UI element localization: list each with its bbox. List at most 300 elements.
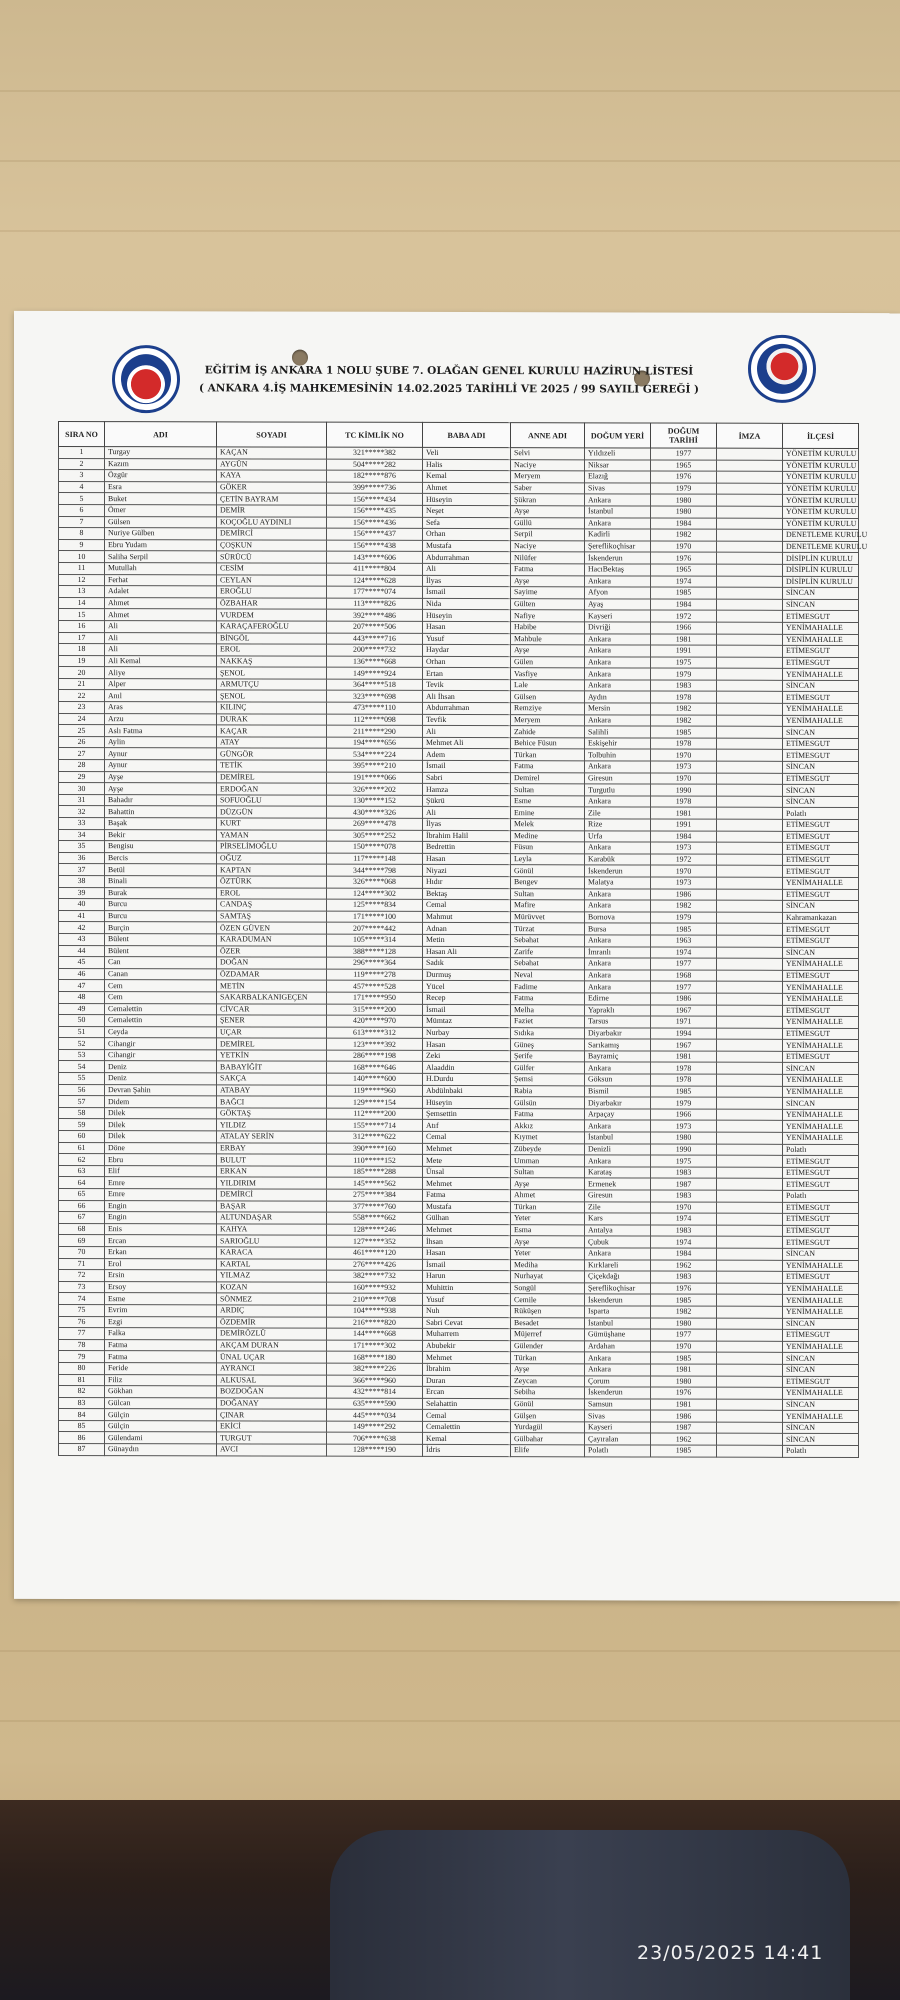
cell-baba-adi: Hüseyin: [423, 494, 511, 506]
cell-tc: 558*****662: [327, 1212, 423, 1224]
cell-tc: 160*****932: [327, 1282, 423, 1294]
cell-adi: Engin: [105, 1200, 217, 1212]
cell-dogum-tarihi: 1973: [651, 877, 717, 889]
cell-tc: 382*****732: [327, 1270, 423, 1282]
cell-sira-no: 71: [59, 1258, 105, 1270]
cell-adi: Ali Kemal: [105, 655, 217, 667]
cell-sira-no: 23: [59, 702, 105, 714]
cell-anne-adi: Gülender: [511, 1340, 585, 1352]
cell-sira-no: 83: [59, 1397, 105, 1409]
cell-adi: Burak: [105, 887, 217, 899]
cell-dogum-tarihi: 1976: [651, 471, 717, 483]
cell-imza: [717, 1051, 783, 1063]
cell-baba-adi: İbrahim: [423, 1363, 511, 1375]
cell-adi: Erkan: [105, 1247, 217, 1259]
cell-soyadi: SÜRÜCÜ: [217, 551, 327, 563]
cell-dogum-tarihi: 1977: [651, 958, 717, 970]
cell-dogum-yeri: Ankara: [585, 981, 651, 993]
cell-ilcesi: ETİMESGUT: [783, 866, 859, 878]
cell-soyadi: OĞUZ: [217, 853, 327, 865]
cell-soyadi: CEYLAN: [217, 574, 327, 586]
cell-anne-adi: Fatma: [511, 564, 585, 576]
cell-ilcesi: ETİMESGUT: [783, 773, 859, 785]
cell-adi: Cemalettin: [105, 1003, 217, 1015]
cell-adi: Enis: [105, 1223, 217, 1235]
cell-sira-no: 50: [59, 1015, 105, 1027]
cell-anne-adi: Gülbahar: [511, 1433, 585, 1445]
wood-grain: [0, 160, 900, 162]
cell-dogum-tarihi: 1978: [651, 796, 717, 808]
cell-dogum-tarihi: 1984: [651, 518, 717, 530]
cell-dogum-tarihi: 1978: [651, 1074, 717, 1086]
cell-anne-adi: Gönül: [511, 1398, 585, 1410]
cell-dogum-yeri: Giresun: [585, 772, 651, 784]
cell-dogum-yeri: İskenderun: [585, 865, 651, 877]
cell-dogum-tarihi: 1990: [651, 784, 717, 796]
cell-soyadi: ATAY: [217, 737, 327, 749]
cell-soyadi: DÜZGÜN: [217, 806, 327, 818]
cell-anne-adi: Şemsi: [511, 1074, 585, 1086]
cell-adi: Ferhat: [105, 574, 217, 586]
cell-tc: 119*****960: [327, 1085, 423, 1097]
cell-anne-adi: Güllü: [511, 517, 585, 529]
cell-dogum-yeri: Ankara: [585, 633, 651, 645]
cell-baba-adi: Recep: [423, 992, 511, 1004]
cell-sira-no: 65: [59, 1188, 105, 1200]
cell-dogum-yeri: Bursa: [585, 923, 651, 935]
cell-soyadi: YETKİN: [217, 1050, 327, 1062]
cell-imza: [717, 1109, 783, 1121]
cell-imza: [717, 1399, 783, 1411]
cell-dogum-tarihi: 1980: [651, 1376, 717, 1388]
cell-baba-adi: Hasan: [423, 1039, 511, 1051]
cell-ilcesi: YENİMAHALLE: [783, 634, 859, 646]
cell-anne-adi: Kıymet: [511, 1132, 585, 1144]
cell-dogum-tarihi: 1973: [651, 842, 717, 854]
cell-tc: 185*****288: [327, 1166, 423, 1178]
cell-ilcesi: YENİMAHALLE: [783, 1132, 859, 1144]
cell-baba-adi: Yücel: [423, 981, 511, 993]
cell-soyadi: SAKARBALKANIGEÇEN: [217, 992, 327, 1004]
cell-imza: [717, 703, 783, 715]
cell-dogum-yeri: Ankara: [585, 1155, 651, 1167]
cell-imza: [717, 866, 783, 878]
cell-soyadi: TETİK: [217, 760, 327, 772]
cell-sira-no: 15: [59, 609, 105, 621]
cell-imza: [717, 819, 783, 831]
cell-tc: 364*****518: [327, 679, 423, 691]
cell-soyadi: YAMAN: [217, 829, 327, 841]
cell-tc: 445*****034: [327, 1409, 423, 1421]
cell-baba-adi: Yusuf: [423, 633, 511, 645]
cell-soyadi: KAHYA: [217, 1224, 327, 1236]
cell-imza: [717, 1167, 783, 1179]
cell-adi: Bekir: [105, 829, 217, 841]
cell-soyadi: SARIOĞLU: [217, 1235, 327, 1247]
cell-tc: 105*****314: [327, 934, 423, 946]
cell-tc: 420*****970: [327, 1015, 423, 1027]
cell-dogum-tarihi: 1979: [651, 912, 717, 924]
cell-anne-adi: Melek: [511, 819, 585, 831]
cell-tc: 315*****200: [327, 1004, 423, 1016]
cell-baba-adi: Mustafa: [423, 540, 511, 552]
cell-tc: 461*****120: [327, 1247, 423, 1259]
cell-ilcesi: SİNCAN: [783, 785, 859, 797]
header-adi: ADI: [105, 422, 217, 447]
cell-anne-adi: Sultan: [511, 1166, 585, 1178]
cell-dogum-yeri: Ankara: [585, 1120, 651, 1132]
cell-sira-no: 24: [59, 713, 105, 725]
cell-soyadi: DEMİREL: [217, 1038, 327, 1050]
cell-dogum-yeri: Isparta: [585, 1306, 651, 1318]
cell-baba-adi: Bedrettin: [423, 842, 511, 854]
cell-imza: [717, 1039, 783, 1051]
cell-dogum-yeri: Kadirli: [585, 529, 651, 541]
cell-sira-no: 61: [59, 1142, 105, 1154]
cell-anne-adi: Gülfer: [511, 1062, 585, 1074]
cell-dogum-yeri: Karataş: [585, 1167, 651, 1179]
cell-tc: 276*****426: [327, 1259, 423, 1271]
cell-sira-no: 58: [59, 1107, 105, 1119]
cell-dogum-tarihi: 1984: [651, 599, 717, 611]
cell-anne-adi: Esma: [511, 1224, 585, 1236]
cell-dogum-yeri: Ardahan: [585, 1341, 651, 1353]
cell-ilcesi: SİNCAN: [783, 1318, 859, 1330]
cell-soyadi: ÇINAR: [217, 1409, 327, 1421]
cell-baba-adi: Haydar: [423, 645, 511, 657]
cell-tc: 145*****562: [327, 1178, 423, 1190]
cell-tc: 613*****312: [327, 1027, 423, 1039]
cell-dogum-yeri: Turgutlu: [585, 784, 651, 796]
cell-adi: Dilek: [105, 1119, 217, 1131]
cell-tc: 168*****646: [327, 1062, 423, 1074]
cell-anne-adi: Nilüfer: [511, 552, 585, 564]
cell-ilcesi: YENİMAHALLE: [783, 1086, 859, 1098]
cell-soyadi: AYRANCI: [217, 1363, 327, 1375]
cell-dogum-tarihi: 1962: [651, 1260, 717, 1272]
cell-tc: 635*****590: [327, 1398, 423, 1410]
cell-sira-no: 36: [59, 852, 105, 864]
cell-sira-no: 81: [59, 1374, 105, 1386]
cell-imza: [717, 1086, 783, 1098]
cell-tc: 388*****128: [327, 946, 423, 958]
cell-dogum-yeri: Ankara: [585, 680, 651, 692]
cell-imza: [717, 1074, 783, 1086]
cell-ilcesi: YENİMAHALLE: [783, 1016, 859, 1028]
cell-baba-adi: Tevik: [423, 679, 511, 691]
cell-ilcesi: SİNCAN: [783, 761, 859, 773]
cell-dogum-yeri: Salihli: [585, 726, 651, 738]
cell-soyadi: METİN: [217, 980, 327, 992]
cell-dogum-tarihi: 1974: [651, 947, 717, 959]
cell-imza: [717, 993, 783, 1005]
cell-anne-adi: Türkan: [511, 1201, 585, 1213]
cell-imza: [717, 576, 783, 588]
cell-tc: 149*****924: [327, 667, 423, 679]
cell-dogum-yeri: Kayseri: [585, 610, 651, 622]
cell-dogum-tarihi: 1980: [651, 506, 717, 518]
cell-anne-adi: Şerife: [511, 1051, 585, 1063]
cell-dogum-tarihi: 1982: [651, 529, 717, 541]
cell-dogum-yeri: Afyon: [585, 587, 651, 599]
cell-tc: 326*****068: [327, 876, 423, 888]
cell-imza: [717, 761, 783, 773]
cell-imza: [717, 506, 783, 518]
cell-adi: Feride: [105, 1362, 217, 1374]
cell-soyadi: ÖZDAMAR: [217, 969, 327, 981]
cell-tc: 144*****668: [327, 1328, 423, 1340]
cell-baba-adi: İsmail: [423, 1004, 511, 1016]
cell-soyadi: NAKKAŞ: [217, 656, 327, 668]
cell-adi: Arzu: [105, 713, 217, 725]
cell-anne-adi: Lale: [511, 680, 585, 692]
cell-imza: [717, 1028, 783, 1040]
cell-baba-adi: Ali: [423, 807, 511, 819]
cell-adi: Nuriye Gülben: [105, 528, 217, 540]
cell-baba-adi: Cemal: [423, 1131, 511, 1143]
cell-imza: [717, 1260, 783, 1272]
cell-imza: [717, 1341, 783, 1353]
cell-imza: [717, 796, 783, 808]
cell-sira-no: 31: [59, 794, 105, 806]
cell-anne-adi: Medine: [511, 830, 585, 842]
cell-baba-adi: Ali İhsan: [423, 691, 511, 703]
cell-sira-no: 32: [59, 806, 105, 818]
cell-soyadi: GÜNGÖR: [217, 748, 327, 760]
cell-sira-no: 3: [59, 470, 105, 482]
cell-anne-adi: Zeycan: [511, 1375, 585, 1387]
cell-ilcesi: YENİMAHALLE: [783, 993, 859, 1005]
cell-dogum-yeri: Ankara: [585, 958, 651, 970]
cell-dogum-tarihi: 1966: [651, 622, 717, 634]
cell-baba-adi: Cemalettin: [423, 1421, 511, 1433]
cell-anne-adi: Ayşe: [511, 575, 585, 587]
cell-adi: Elif: [105, 1165, 217, 1177]
cell-tc: 207*****442: [327, 923, 423, 935]
cell-tc: 168*****180: [327, 1351, 423, 1363]
cell-ilcesi: SİNCAN: [783, 1353, 859, 1365]
cell-sira-no: 75: [59, 1304, 105, 1316]
cell-anne-adi: Esme: [511, 795, 585, 807]
cell-baba-adi: Fatma: [423, 1189, 511, 1201]
cell-anne-adi: Remziye: [511, 703, 585, 715]
cell-anne-adi: Yeter: [511, 1248, 585, 1260]
cell-dogum-tarihi: 1981: [651, 1051, 717, 1063]
cell-dogum-yeri: Çubuk: [585, 1236, 651, 1248]
cell-tc: 286*****198: [327, 1050, 423, 1062]
cell-tc: 706*****638: [327, 1433, 423, 1445]
cell-sira-no: 62: [59, 1154, 105, 1166]
cell-sira-no: 19: [59, 655, 105, 667]
cell-tc: 296*****364: [327, 957, 423, 969]
cell-baba-adi: Mehmet: [423, 1178, 511, 1190]
cell-tc: 200*****732: [327, 644, 423, 656]
cell-sira-no: 34: [59, 829, 105, 841]
cell-baba-adi: Tevfik: [423, 714, 511, 726]
cell-soyadi: KAÇAN: [217, 447, 327, 459]
cell-tc: 430*****326: [327, 807, 423, 819]
cell-dogum-tarihi: 1981: [651, 634, 717, 646]
cell-adi: Ersoy: [105, 1281, 217, 1293]
cell-ilcesi: ETİMESGUT: [783, 1202, 859, 1214]
cell-dogum-tarihi: 1983: [651, 680, 717, 692]
cell-imza: [717, 483, 783, 495]
cell-dogum-tarihi: 1985: [651, 1294, 717, 1306]
cell-ilcesi: ETİMESGUT: [783, 1237, 859, 1249]
cell-soyadi: AKÇAM DURAN: [217, 1340, 327, 1352]
cell-dogum-tarihi: 1984: [651, 831, 717, 843]
cell-imza: [717, 889, 783, 901]
cell-ilcesi: YÖNETİM KURULU: [783, 495, 859, 507]
cell-tc: 191*****066: [327, 772, 423, 784]
cell-anne-adi: Güneş: [511, 1039, 585, 1051]
cell-soyadi: AVCI: [217, 1444, 327, 1456]
cell-sira-no: 47: [59, 980, 105, 992]
cell-adi: Bülent: [105, 945, 217, 957]
cell-imza: [717, 599, 783, 611]
cell-adi: Cemalettin: [105, 1015, 217, 1027]
cell-baba-adi: Selahattin: [423, 1398, 511, 1410]
cell-soyadi: KARACA: [217, 1247, 327, 1259]
cell-tc: 182*****876: [327, 470, 423, 482]
cell-anne-adi: Behice Füsun: [511, 737, 585, 749]
photo-timestamp: 23/05/2025 14:41: [637, 1942, 824, 1964]
cell-baba-adi: Orhan: [423, 529, 511, 541]
cell-adi: Binali: [105, 876, 217, 888]
cell-dogum-yeri: İmranlı: [585, 946, 651, 958]
cell-sira-no: 44: [59, 945, 105, 957]
cell-adi: Cem: [105, 991, 217, 1003]
cell-anne-adi: Ahmet: [511, 1190, 585, 1202]
cell-soyadi: DEMİRCİ: [217, 528, 327, 540]
cell-dogum-tarihi: 1971: [651, 1016, 717, 1028]
cell-adi: Cem: [105, 980, 217, 992]
cell-soyadi: ALTUNDAŞAR: [217, 1212, 327, 1224]
cell-tc: 156*****437: [327, 528, 423, 540]
cell-ilcesi: DİSİPLİN KURULU: [783, 576, 859, 588]
cell-baba-adi: Adem: [423, 749, 511, 761]
cell-ilcesi: YENİMAHALLE: [783, 1411, 859, 1423]
cell-sira-no: 66: [59, 1200, 105, 1212]
cell-anne-adi: Faziet: [511, 1016, 585, 1028]
cell-adi: Adalet: [105, 586, 217, 598]
cell-soyadi: CANDAŞ: [217, 899, 327, 911]
cell-imza: [717, 668, 783, 680]
cell-sira-no: 86: [59, 1432, 105, 1444]
cell-imza: [717, 1005, 783, 1017]
cell-ilcesi: ETİMESGUT: [783, 1179, 859, 1191]
cell-dogum-tarihi: 1990: [651, 1144, 717, 1156]
cell-sira-no: 16: [59, 620, 105, 632]
cell-dogum-tarihi: 1983: [651, 1167, 717, 1179]
cell-soyadi: ÇETİN BAYRAM: [217, 493, 327, 505]
cell-adi: Fatma: [105, 1351, 217, 1363]
cell-adi: Bercis: [105, 852, 217, 864]
cell-ilcesi: ETİMESGUT: [783, 819, 859, 831]
cell-soyadi: ERKAN: [217, 1166, 327, 1178]
cell-dogum-tarihi: 1972: [651, 610, 717, 622]
cell-adi: Mutullah: [105, 563, 217, 575]
cell-dogum-tarihi: 1965: [651, 564, 717, 576]
cell-adi: Gülsen: [105, 516, 217, 528]
cell-dogum-yeri: Şereflikoçhisar: [585, 541, 651, 553]
cell-baba-adi: Ali: [423, 563, 511, 575]
cell-dogum-tarihi: 1981: [651, 1399, 717, 1411]
cell-adi: Can: [105, 957, 217, 969]
cell-dogum-tarihi: 1970: [651, 1202, 717, 1214]
cell-ilcesi: YENİMAHALLE: [783, 703, 859, 715]
cell-tc: 150*****078: [327, 841, 423, 853]
cell-soyadi: YILMAZ: [217, 1270, 327, 1282]
cell-ilcesi: ETİMESGUT: [783, 1051, 859, 1063]
cell-sira-no: 48: [59, 991, 105, 1003]
cell-dogum-yeri: Urfa: [585, 830, 651, 842]
cell-sira-no: 33: [59, 817, 105, 829]
cell-dogum-tarihi: 1962: [651, 1433, 717, 1445]
cell-dogum-yeri: İskenderun: [585, 1294, 651, 1306]
cell-ilcesi: ETİMESGUT: [783, 843, 859, 855]
cell-imza: [717, 460, 783, 472]
cell-dogum-yeri: Ankara: [585, 1062, 651, 1074]
cell-sira-no: 21: [59, 678, 105, 690]
cell-dogum-yeri: Ankara: [585, 494, 651, 506]
cell-ilcesi: SİNCAN: [783, 680, 859, 692]
cell-sira-no: 29: [59, 771, 105, 783]
cell-dogum-tarihi: 1976: [651, 1283, 717, 1295]
cell-dogum-yeri: Bismil: [585, 1085, 651, 1097]
cell-anne-adi: Naciye: [511, 459, 585, 471]
cell-ilcesi: ETİMESGUT: [783, 1167, 859, 1179]
cell-dogum-yeri: Denizli: [585, 1143, 651, 1155]
cell-soyadi: KAYA: [217, 470, 327, 482]
wood-grain: [0, 1720, 900, 1722]
cell-dogum-tarihi: 1983: [651, 1225, 717, 1237]
cell-tc: 156*****434: [327, 494, 423, 506]
cell-sira-no: 28: [59, 759, 105, 771]
cell-ilcesi: YÖNETİM KURULU: [783, 483, 859, 495]
cell-tc: 110*****152: [327, 1154, 423, 1166]
cell-baba-adi: Mehmet Ali: [423, 737, 511, 749]
cell-ilcesi: SİNCAN: [783, 1422, 859, 1434]
cell-dogum-yeri: Şereflikoçhisar: [585, 1283, 651, 1295]
cell-tc: 125*****834: [327, 899, 423, 911]
cell-tc: 124*****628: [327, 575, 423, 587]
cell-baba-adi: Yusuf: [423, 1294, 511, 1306]
cell-dogum-tarihi: 1976: [651, 552, 717, 564]
cell-adi: Dilek: [105, 1107, 217, 1119]
cell-sira-no: 51: [59, 1026, 105, 1038]
cell-tc: 457*****528: [327, 980, 423, 992]
cell-imza: [717, 622, 783, 634]
cell-dogum-tarihi: 1980: [651, 1318, 717, 1330]
cell-sira-no: 14: [59, 597, 105, 609]
cell-dogum-tarihi: 1978: [651, 1062, 717, 1074]
cell-soyadi: SÖNMEZ: [217, 1293, 327, 1305]
cell-adi: Ömer: [105, 505, 217, 517]
cell-tc: 194*****656: [327, 737, 423, 749]
cell-soyadi: KOÇOĞLU AYDINLI: [217, 516, 327, 528]
cell-ilcesi: DİSİPLİN KURULU: [783, 553, 859, 565]
cell-adi: Ayşe: [105, 783, 217, 795]
cell-anne-adi: Elife: [511, 1445, 585, 1457]
cell-anne-adi: Nurhayat: [511, 1271, 585, 1283]
cell-baba-adi: Duran: [423, 1375, 511, 1387]
cell-tc: 473*****110: [327, 702, 423, 714]
cell-ilcesi: ETİMESGUT: [783, 970, 859, 982]
cell-sira-no: 63: [59, 1165, 105, 1177]
cell-baba-adi: Mehmet: [423, 1143, 511, 1155]
cell-adi: Aynur: [105, 760, 217, 772]
